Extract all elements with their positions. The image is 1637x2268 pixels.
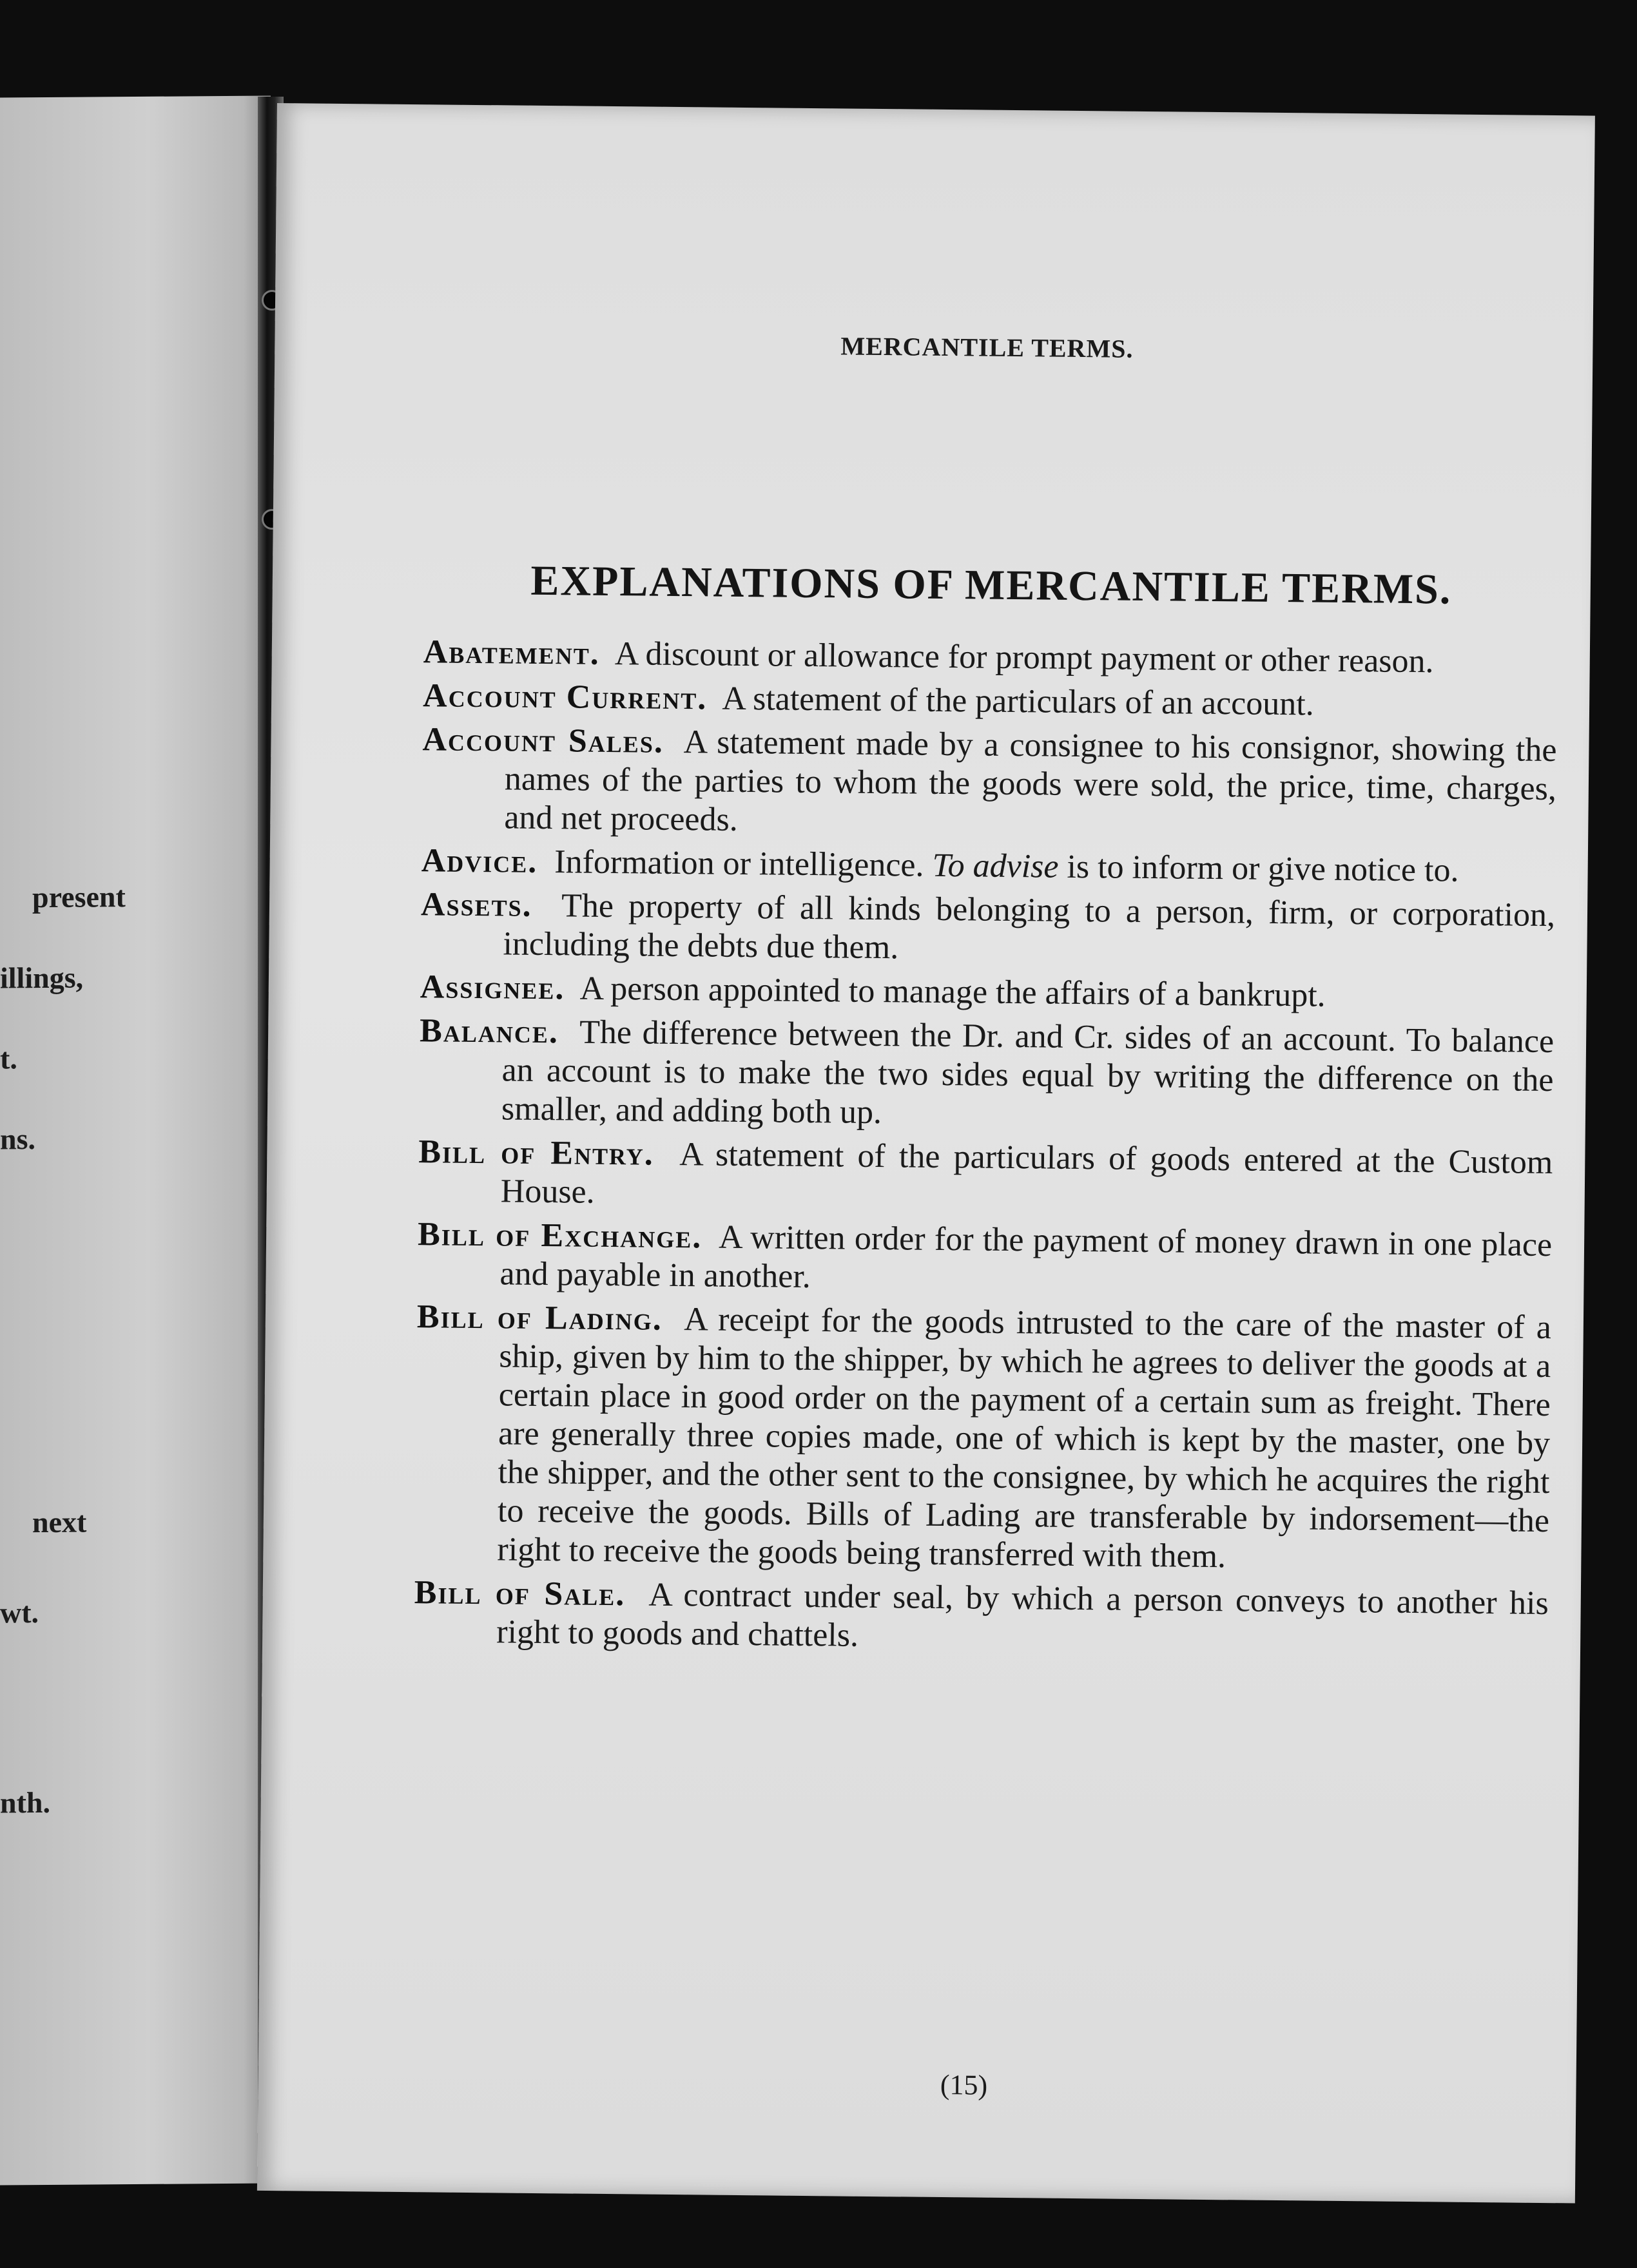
entry-definition-part: Information or intelligence.: [554, 843, 924, 884]
page-content: [414, 104, 1557, 2101]
entry-definition-part: is to inform or give notice to.: [1067, 848, 1459, 889]
glossary-entry-advice: [421, 841, 1555, 891]
glossary-list: [414, 633, 1558, 1667]
glossary-entry-bill-of-exchange: [417, 1215, 1552, 1303]
entry-term: Assets.: [420, 886, 532, 924]
entry-term: Account Current.: [422, 677, 708, 717]
left-fragment-illings: illings,: [0, 961, 84, 995]
page-number: (15): [940, 2069, 988, 2101]
glossary-entry-assets: [420, 885, 1555, 974]
glossary-entry-balance: [419, 1012, 1555, 1139]
entry-definition: A discount or allowance for prompt payment or other reason.: [614, 635, 1434, 680]
glossary-entry-account-current: [423, 677, 1557, 726]
left-fragment-t: t.: [0, 1042, 17, 1075]
left-fragment-nth: nth.: [0, 1785, 50, 1820]
entry-term: Bill of Sale.: [414, 1574, 626, 1613]
running-head-text: MERCANTILE TERMS.: [840, 331, 1134, 363]
glossary-entry-account-sales: [421, 720, 1557, 847]
entry-term: Bill of Lading.: [416, 1298, 663, 1338]
entry-definition: A statement of the particulars of an account.: [722, 680, 1315, 723]
entry-term: Bill of Exchange.: [417, 1216, 702, 1256]
glossary-entry-bill-of-entry: [418, 1133, 1553, 1221]
book-page: [257, 103, 1595, 2203]
glossary-entry-assignee: [420, 968, 1555, 1017]
entry-term: Advice.: [421, 842, 538, 880]
entry-term: Account Sales.: [422, 721, 664, 760]
left-fragment-wt: wt.: [0, 1596, 39, 1629]
glossary-entry-abatement: [423, 633, 1558, 682]
entry-definition: [554, 843, 1459, 889]
entry-term: Balance.: [419, 1012, 559, 1051]
running-head: [426, 327, 1547, 368]
left-fragment-next: next: [32, 1505, 87, 1539]
entry-definition: A receipt for the goods intrusted to the care of the master of a ship, given by him to the shipper, by which he agrees to deliver the goods at a certain place in good order on the payment of a certain sum as freight. There are generally three copies made, one of which is kept by the master, one by the shipper, and the other sent to the consignee, by which he acquires the right to receive the goods. Bills of Lading are transferable by indorsement—the right to receive the goods being transferred with them.: [497, 1301, 1552, 1575]
entry-term: Bill of Entry.: [418, 1133, 655, 1173]
left-fragment-present: present: [32, 880, 126, 914]
entry-term: Abatement.: [423, 633, 601, 672]
entry-definition: A statement of the particulars of goods entered at the Custom House.: [500, 1136, 1553, 1211]
entry-definition: The difference between the Dr. and Cr. sides of an account. To balance an account is to make the two sides equal by writing the difference on the smaller, and adding both up.: [501, 1014, 1555, 1131]
entry-definition: A person appointed to manage the affairs of a bankrupt.: [579, 970, 1326, 1014]
glossary-entry-bill-of-lading: [414, 1298, 1551, 1579]
entry-term: Assignee.: [420, 968, 565, 1007]
entry-definition: A contract under seal, by which a person conveys to another his right to goods and chattels.: [496, 1576, 1549, 1654]
facing-page-fragment: [0, 96, 271, 2186]
entry-definition: A written order for the payment of money drawn in one place and payable in another.: [499, 1218, 1553, 1296]
left-fragment-ns: ns.: [0, 1122, 35, 1156]
entry-definition: A statement made by a consignee to his consignor, showing the names of the parties to whom the goods were sold, the price, time, charges, and net proceeds.: [504, 724, 1557, 838]
entry-definition: The property of all kinds belonging to a person, firm, or corporation, including the debts due them.: [503, 887, 1556, 966]
page-title: EXPLANATIONS OF MERCANTILE TERMS.: [530, 557, 1452, 613]
glossary-entry-bill-of-sale: [414, 1573, 1549, 1662]
entry-definition-italic: To advise: [932, 847, 1059, 885]
